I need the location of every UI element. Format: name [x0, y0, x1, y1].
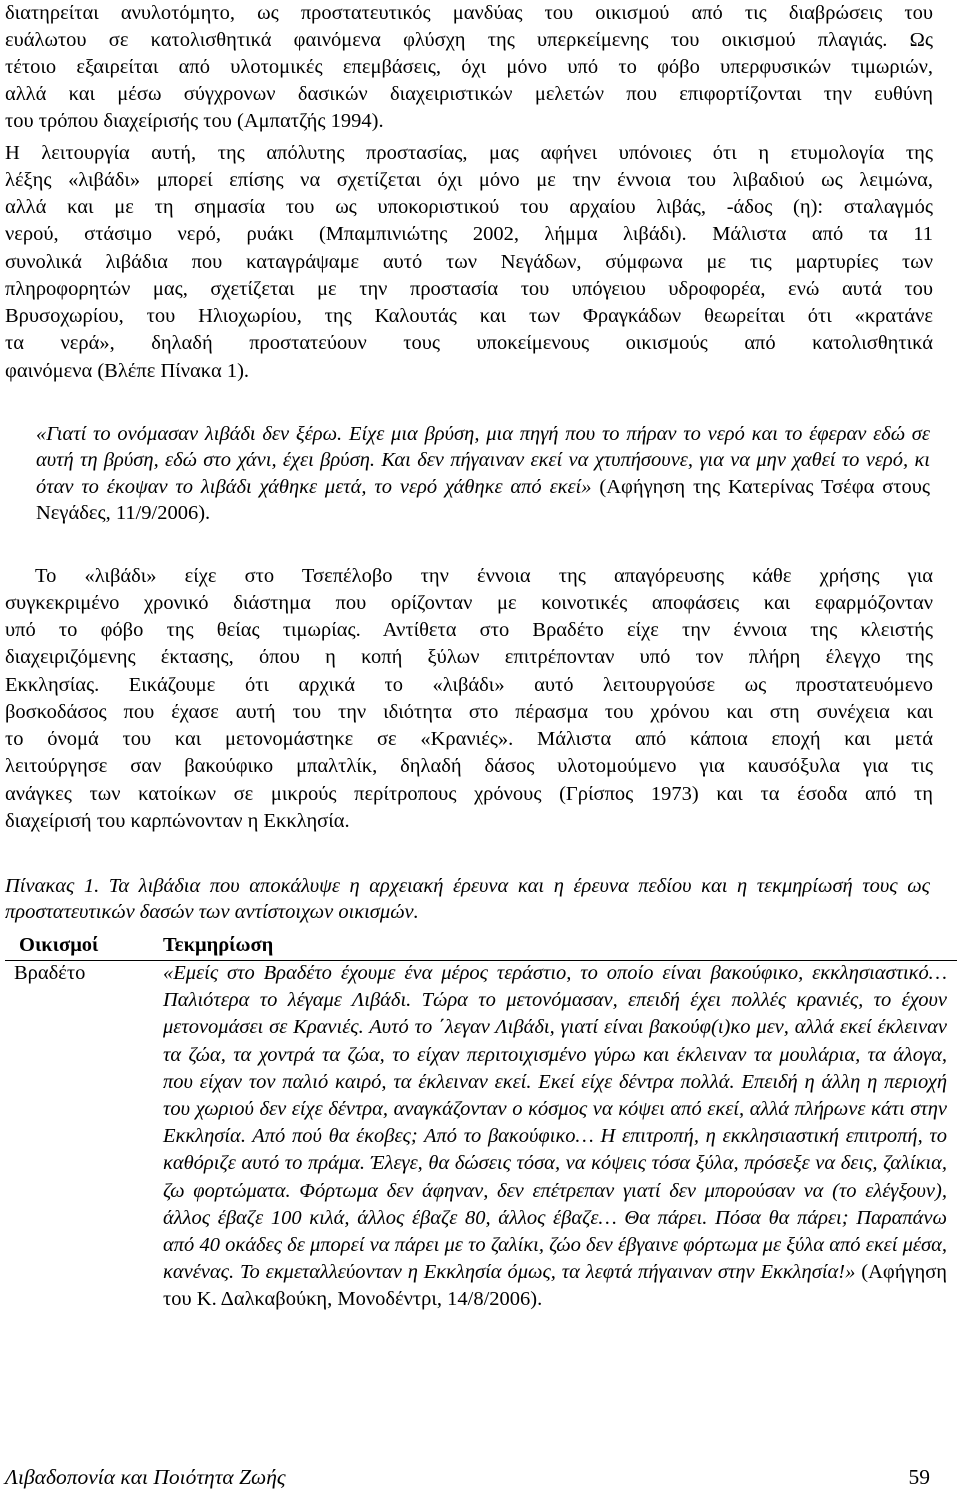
text-line: διαχείρισή του καρπώνονταν η Εκκλησία.	[5, 810, 350, 832]
text-line: αλλά και με τη σημασία του ως υποκοριστικού του αρχαίου λιβάς, -άδος (η): σταλαγμός	[5, 196, 933, 218]
text-line: νερού, στάσιμο νερό, ρυάκι (Μπαμπινιώτης 2002, λήμμα λιβάδι). Μάλιστα από τα 11	[5, 223, 933, 245]
text-line: συνολικά λιβάδια που καταγράψαμε αυτό των Νεγάδων, σύμφωνα με τις μαρτυρίες των	[5, 251, 933, 273]
table-header-documentation: Τεκμηρίωση	[163, 934, 274, 956]
text-line: λειτούργησε σαν βακούφικο μπαλτλίκ, δηλαδή δάσος υλοτομούμενο για καυσόξυλα για τις	[5, 755, 933, 777]
quote-attribution: (Αφήγηση της Κατερίνας Τσέφα στους Νεγάδες, 11/9/2006).	[36, 475, 931, 524]
table-header-settlements: Οικισμοί	[19, 934, 99, 956]
text-line: τα νερά», δηλαδή προστατεύουν τους υποκείμενους οικισμούς από κατολισθητικά	[5, 332, 933, 354]
text-line: Βρυσοχωρίου, του Ηλιοχωρίου, της Καλουτάς και των Φραγκάδων θεωρείται ότι «κρατάνε	[5, 305, 933, 327]
table-cell-documentation	[163, 960, 947, 1314]
text-line: λέξης «λιβάδι» μπορεί επίσης να σχετίζεται όχι μόνο με την έννοια του λιβαδιού ως λειμώνα,	[5, 169, 933, 191]
page-footer	[5, 1465, 930, 1493]
text-line: Η λειτουργία αυτή, της απόλυτης προστασίας, μας αφήνει υπόνοιες ότι η ετυμολογία της	[5, 142, 933, 164]
text-line: βοσκοδάσος που έχασε αυτή του την ιδιότητα στο πέρασμα του χρόνου και στη συνέχεια και	[5, 701, 933, 723]
text-line: ανάγκες των κατοίκων σε μικρούς περίτροπους χρόνους (Γρίσπος 1973) και τα έσοδα από τη	[5, 783, 933, 805]
text-line: διατηρείται ανυλοτόμητο, ως προστατευτικός μανδύας του οικισμού από τις διαβρώσεις του	[5, 2, 933, 24]
documentation-quote: «Εμείς στο Βραδέτο έχουμε ένα μέρος τεράστιο, το οποίο είναι βακούφικο, εκκλησιαστικό… Παλιότερα το λέγαμε Λιβάδι. Τώρα το μετονόμασαν, επειδή έχει πολλές κρανιές, το έχουν μετονομάσει σε Κρανιές. Αυτό το ΄λεγαν Λιβάδι, γιατί είναι βακούφ(ι)κο μεν, αλλά εκεί έκλειναν τα ζώα, τα χοντρά τα ζώα, το είχαν περιτοιχισμένο γύρω και έκλειναν τα μουλάρια, τα άλογα, που είχαν τον παλιό καιρό, τα έκλειναν εκεί. Εκεί είχε δέντρα πολλά. Επειδή η άλλη η περιοχή του χωριού δεν είχε δέντρα, αναγκάζονταν ο κόσμος να κόψει από εκεί, αλλά πλήρωνε κάτι στην Εκκλησία. Από πού θα έκοβες; Από το βακούφικο… Η επιτροπή, η εκκλησιαστική επιτροπή, το καθόριζε αυτό το πράμα. Έλεγε, θα δώσεις τόσα, να κόψεις τόσα ξύλα, πρόσεξε να δεις, ζαλίκια, ζω φορτώματα. Φόρτωμα δεν άφηναν, δεν επέτρεπαν γιατί δεν μπορούσαν να (το ελέγξουν), άλλος έβαζε 100 κιλά, άλλος έβαζε 80, άλλος έβαζε… Θα πάρει. Πόσα θα πάρει; Παραπάνω από 40 οκάδες δε μπορεί να πάρει με το ζαλίκι, ζώο δεν έβγαινε φόρτωμα με ξύλα από εκεί μέσα, κανένας. Το εκμεταλλεύονταν η Εκκλησία όμως, τα λεφτά πήγαιναν στην Εκκλησία!»	[163, 962, 947, 1284]
text-line: πληροφορητών μας, σχετίζεται με την προστασία του υπόγειου υδροφορέα, ενώ αυτά του	[5, 278, 933, 300]
quote-text: «Γιατί το ονόμασαν λιβάδι δεν ξέρω. Είχε μια βρύση, μια πηγή που το πήραν το νερό και το έφεραν εδώ σε αυτή τη βρύση, εδώ στο χάνι, έχει βρύση. Και δεν πήγαιναν εκεί να χτυπήσουνε, για να μην χαθεί το νερό, κι όταν το έκοψαν το λιβάδι χάθηκε μετά, το νερό χάθηκε από εκεί»	[36, 423, 930, 498]
text-line: τέτοιο εξαιρείται από υλοτομικές επεμβάσεις, όχι μόνο υπό το φόβο υπερφυσικών τιμωριών,	[5, 56, 933, 78]
table-header	[5, 932, 957, 961]
text-line: Εκκλησίας. Εικάζουμε ότι αρχικά το «λιβάδι» αυτό λειτουργούσε ως προστατευόμενο	[5, 674, 933, 696]
documentation-attribution: (Αφήγηση του Κ. Δαλκαβούκη, Μονοδέντρι, 14/8/2006).	[163, 1261, 947, 1311]
text-line: υπό το φόβο της θείας τιμωρίας. Αντίθετα στο Βραδέτο είχε την έννοια της κλειστής	[5, 619, 933, 641]
text-line: διαχειριζόμενης έκτασης, όπου η κοπή ξύλων επιτρέπονταν υπό τον πλήρη έλεγχο της	[5, 646, 933, 668]
text-line: συγκεκριμένο χρονικό διάστημα που ορίζονταν με κοινοτικές αποφάσεις και εφαρμόζονταν	[5, 592, 933, 614]
text-line: ευάλωτου σε κατολισθητικά φαινόμενα φλύσχη της υπερκείμενης του οικισμού πλαγιάς. Ως	[5, 29, 933, 51]
text-line: του τρόπου διαχείρισής του (Αμπατζής 1994).	[5, 110, 384, 132]
text-line: Το «λιβάδι» είχε στο Τσεπέλοβο την έννοια της απαγόρευσης κάθε χρήσης για	[35, 565, 933, 587]
blockquote-negades	[0, 421, 930, 526]
table-cell-settlement: Βραδέτο	[14, 962, 86, 984]
text-line: φαινόμενα (Βλέπε Πίνακα 1).	[5, 360, 250, 382]
text-line: αλλά και μέσω σύγχρονων δασικών διαχειριστικών μελετών που επιφορτίζονται την ευθύνη	[5, 83, 933, 105]
text-line: το όνομά του και μετονομάστηκε σε «Κρανιές». Μάλιστα από κάποια εποχή και μετά	[5, 728, 933, 750]
table-caption: Πίνακας 1. Τα λιβάδια που αποκάλυψε η αρχειακή έρευνα και η έρευνα πεδίου και η τεκμηρίωσή τους ως προστατευτικών δασών των αντίστοιχων οικισμών.	[5, 875, 930, 923]
footer-title: Λιβαδοπονία και Ποιότητα Ζωής	[5, 1465, 286, 1489]
page-number: 59	[908, 1465, 930, 1489]
